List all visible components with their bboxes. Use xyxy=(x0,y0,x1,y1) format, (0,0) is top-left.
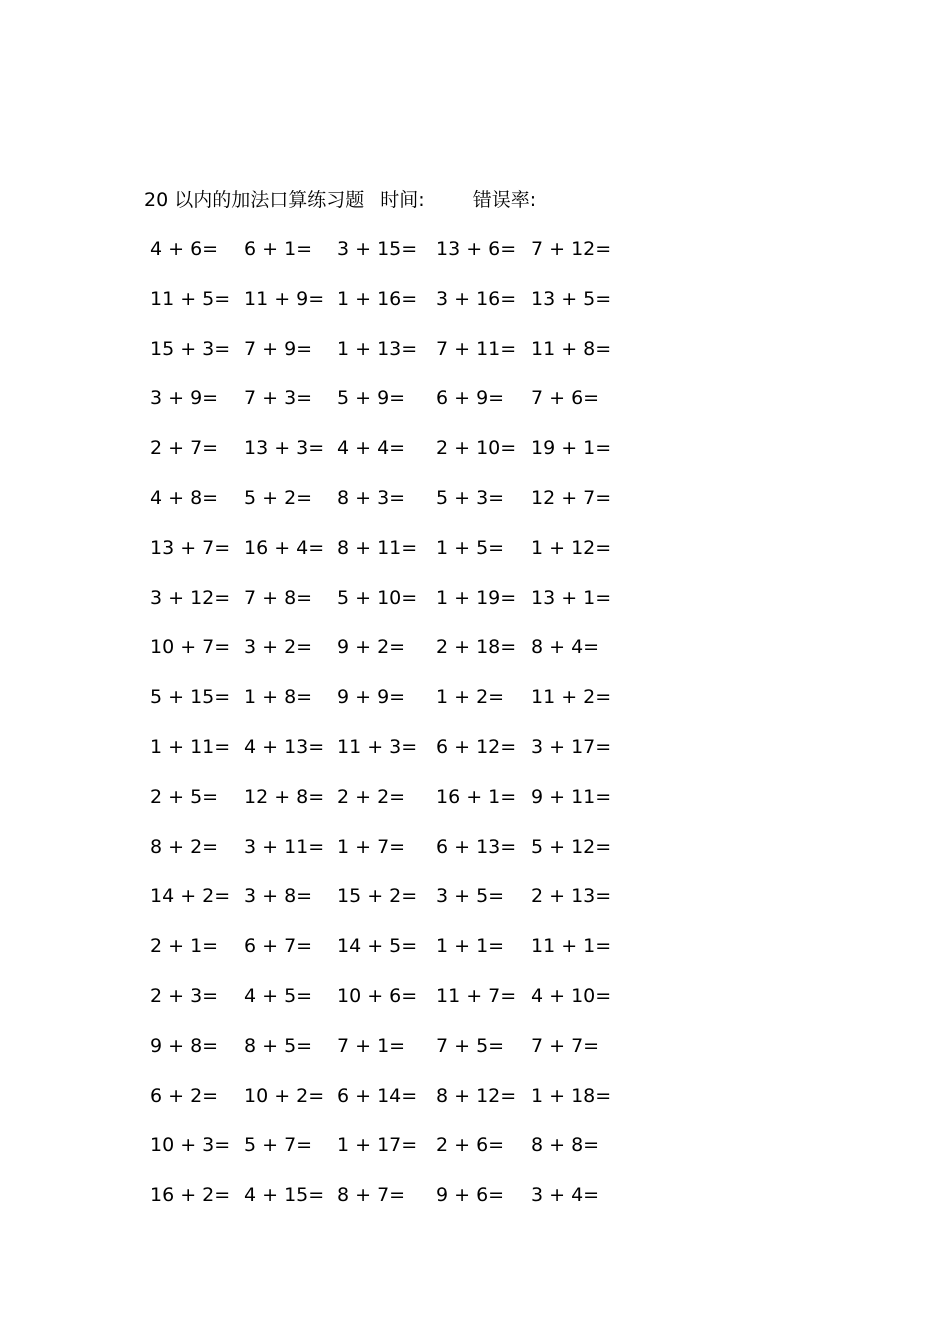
problem-item: 7 + 5= xyxy=(436,1034,505,1057)
problem-item: 7 + 12= xyxy=(531,238,612,260)
problem-item: 5 + 3= xyxy=(436,486,505,509)
problem-item: 8 + 4= xyxy=(531,636,600,659)
problem-item: 1 + 2= xyxy=(436,686,505,709)
problem-row xyxy=(140,782,660,832)
problem-row xyxy=(140,732,660,782)
problem-item: 2 + 6= xyxy=(436,1134,505,1157)
problem-item: 7 + 9= xyxy=(244,337,313,360)
problem-item: 1 + 5= xyxy=(436,536,505,559)
problem-item: 3 + 16= xyxy=(436,287,517,310)
problem-row xyxy=(140,533,660,583)
problem-item: 1 + 19= xyxy=(436,586,517,609)
problem-item: 1 + 8= xyxy=(244,686,313,709)
problem-item: 6 + 13= xyxy=(436,835,517,858)
problem-item: 13 + 5= xyxy=(531,287,612,310)
problem-item: 8 + 8= xyxy=(531,1134,600,1157)
problem-item: 2 + 3= xyxy=(150,984,219,1007)
problem-item: 2 + 1= xyxy=(150,935,219,958)
problem-item: 6 + 7= xyxy=(244,935,313,958)
problem-item: 5 + 15= xyxy=(150,686,231,709)
problem-item: 4 + 6= xyxy=(150,238,219,260)
problem-item: 16 + 2= xyxy=(150,1184,231,1207)
problem-item: 9 + 9= xyxy=(337,686,406,709)
problem-item: 3 + 2= xyxy=(244,636,313,659)
problem-item: 4 + 15= xyxy=(244,1184,325,1207)
problem-item: 7 + 7= xyxy=(531,1034,600,1057)
problem-row xyxy=(140,433,660,483)
problem-item: 1 + 16= xyxy=(337,287,418,310)
problem-grid xyxy=(140,234,660,1230)
problem-item: 3 + 15= xyxy=(337,238,418,260)
problem-item: 10 + 2= xyxy=(244,1084,325,1107)
problem-item: 11 + 7= xyxy=(436,984,517,1007)
problem-row xyxy=(140,682,660,732)
problem-item: 11 + 2= xyxy=(531,686,612,709)
error-rate-label: 错误率: xyxy=(472,189,537,211)
problem-item: 9 + 6= xyxy=(436,1184,505,1207)
worksheet-header xyxy=(144,186,536,214)
problem-item: 11 + 8= xyxy=(531,337,612,360)
problem-row xyxy=(140,383,660,433)
problem-row xyxy=(140,1081,660,1131)
problem-item: 1 + 12= xyxy=(531,536,612,559)
problem-item: 1 + 13= xyxy=(337,337,418,360)
problem-item: 8 + 5= xyxy=(244,1034,313,1057)
problem-item: 4 + 4= xyxy=(337,437,406,460)
problem-item: 5 + 2= xyxy=(244,486,313,509)
problem-item: 7 + 3= xyxy=(244,387,313,410)
problem-item: 4 + 5= xyxy=(244,984,313,1007)
problem-row xyxy=(140,881,660,931)
problem-item: 11 + 5= xyxy=(150,287,231,310)
problem-item: 14 + 2= xyxy=(150,885,231,908)
problem-row xyxy=(140,632,660,682)
problem-row xyxy=(140,832,660,882)
problem-item: 8 + 11= xyxy=(337,536,418,559)
problem-item: 7 + 11= xyxy=(436,337,517,360)
problem-item: 13 + 7= xyxy=(150,536,231,559)
problem-item: 7 + 1= xyxy=(337,1034,406,1057)
problem-row xyxy=(140,583,660,633)
problem-item: 9 + 8= xyxy=(150,1034,219,1057)
problem-item: 1 + 1= xyxy=(436,935,505,958)
problem-item: 4 + 8= xyxy=(150,486,219,509)
problem-item: 3 + 12= xyxy=(150,586,231,609)
problem-item: 2 + 18= xyxy=(436,636,517,659)
problem-item: 16 + 1= xyxy=(436,785,517,808)
problem-item: 8 + 7= xyxy=(337,1184,406,1207)
problem-item: 6 + 2= xyxy=(150,1084,219,1107)
problem-row xyxy=(140,234,660,284)
problem-item: 2 + 10= xyxy=(436,437,517,460)
problem-item: 10 + 7= xyxy=(150,636,231,659)
problem-item: 12 + 8= xyxy=(244,785,325,808)
problem-item: 7 + 6= xyxy=(531,387,600,410)
problem-item: 13 + 1= xyxy=(531,586,612,609)
problem-item: 5 + 9= xyxy=(337,387,406,410)
problem-item: 11 + 1= xyxy=(531,935,612,958)
time-label: 时间: xyxy=(380,189,425,211)
problem-row xyxy=(140,334,660,384)
problem-item: 12 + 7= xyxy=(531,486,612,509)
problem-item: 1 + 17= xyxy=(337,1134,418,1157)
problem-item: 1 + 7= xyxy=(337,835,406,858)
problem-row xyxy=(140,483,660,533)
problem-item: 1 + 11= xyxy=(150,735,231,758)
problem-item: 5 + 12= xyxy=(531,835,612,858)
problem-item: 2 + 7= xyxy=(150,437,219,460)
problem-item: 2 + 2= xyxy=(337,785,406,808)
problem-item: 3 + 5= xyxy=(436,885,505,908)
worksheet-title: 20 以内的加法口算练习题 xyxy=(144,189,365,211)
problem-item: 15 + 2= xyxy=(337,885,418,908)
problem-item: 5 + 10= xyxy=(337,586,418,609)
problem-item: 10 + 3= xyxy=(150,1134,231,1157)
problem-item: 16 + 4= xyxy=(244,536,325,559)
problem-item: 5 + 7= xyxy=(244,1134,313,1157)
problem-item: 3 + 11= xyxy=(244,835,325,858)
problem-item: 9 + 11= xyxy=(531,785,612,808)
problem-item: 1 + 18= xyxy=(531,1084,612,1107)
problem-item: 4 + 10= xyxy=(531,984,612,1007)
problem-item: 2 + 13= xyxy=(531,885,612,908)
problem-item: 6 + 1= xyxy=(244,238,313,260)
problem-item: 9 + 2= xyxy=(337,636,406,659)
problem-item: 3 + 4= xyxy=(531,1184,600,1207)
problem-item: 2 + 5= xyxy=(150,785,219,808)
problem-row xyxy=(140,284,660,334)
problem-item: 13 + 6= xyxy=(436,238,517,260)
problem-row xyxy=(140,1130,660,1180)
problem-item: 11 + 3= xyxy=(337,735,418,758)
problem-item: 7 + 8= xyxy=(244,586,313,609)
problem-item: 15 + 3= xyxy=(150,337,231,360)
problem-item: 6 + 9= xyxy=(436,387,505,410)
problem-item: 8 + 3= xyxy=(337,486,406,509)
problem-row xyxy=(140,1180,660,1230)
problem-item: 8 + 2= xyxy=(150,835,219,858)
problem-item: 13 + 3= xyxy=(244,437,325,460)
problem-item: 11 + 9= xyxy=(244,287,325,310)
problem-item: 8 + 12= xyxy=(436,1084,517,1107)
problem-item: 4 + 13= xyxy=(244,735,325,758)
problem-item: 3 + 17= xyxy=(531,735,612,758)
problem-row xyxy=(140,1031,660,1081)
problem-item: 6 + 14= xyxy=(337,1084,418,1107)
problem-row xyxy=(140,981,660,1031)
problem-item: 3 + 8= xyxy=(244,885,313,908)
problem-item: 14 + 5= xyxy=(337,935,418,958)
problem-item: 19 + 1= xyxy=(531,437,612,460)
problem-item: 6 + 12= xyxy=(436,735,517,758)
problem-row xyxy=(140,931,660,981)
problem-item: 3 + 9= xyxy=(150,387,219,410)
problem-item: 10 + 6= xyxy=(337,984,418,1007)
